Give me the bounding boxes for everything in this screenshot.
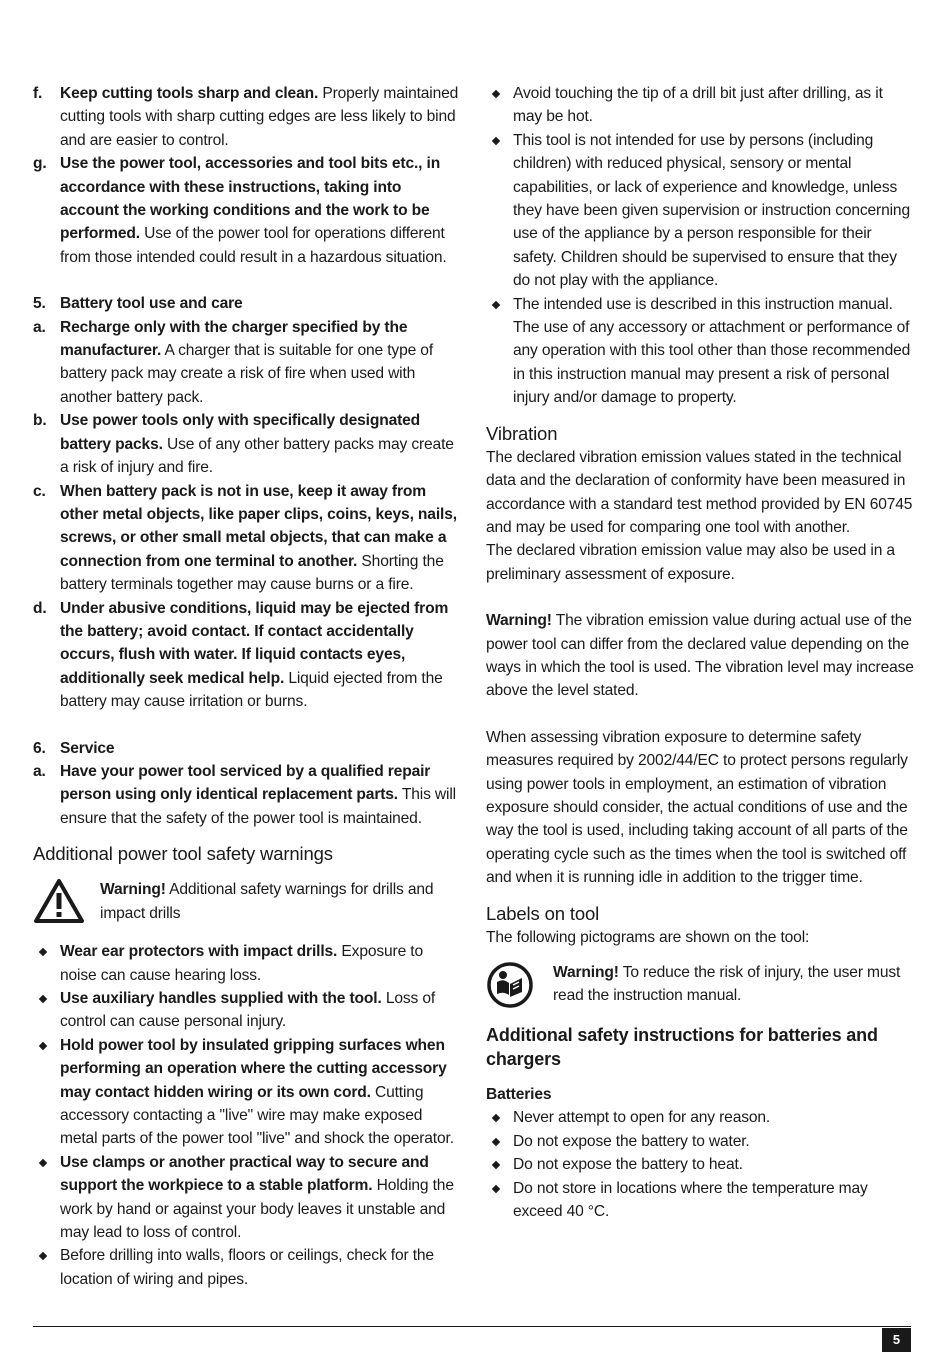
vibration-paragraph-3: When assessing vibration exposure to determine safety measures required by 2002/44/EC to protect persons regularly using power tools in employment, an estimation of vibration exposure should consider, the actual conditions of use and the way the tool is used, including taking account of all parts of the operating cycle such as the times when the tool is switched off and when it is running idle in addition to the trigger time. xyxy=(486,728,908,887)
bullet-diamond-icon xyxy=(492,1138,500,1146)
bullet-text: Cutting accessory contacting a "live" wire may make exposed metal parts of the power tool "live" and shock the operator. xyxy=(60,1083,454,1148)
list-item xyxy=(33,1244,463,1291)
bullet-diamond-icon xyxy=(492,1114,500,1122)
bullet-text: Avoid touching the tip of a drill bit just after drilling, as it may be hot. xyxy=(513,85,883,126)
list-item xyxy=(33,1034,463,1151)
bullet-bold-text: Hold power tool by insulated gripping surfaces when performing an operation where the cutting accessory may contact hidden wiring or its own cord. xyxy=(60,1036,447,1101)
section-heading-6 xyxy=(33,737,463,760)
warning-text: Additional safety warnings for drills and impact drills xyxy=(100,881,434,922)
item-marker: a. xyxy=(33,762,46,780)
item-marker: b. xyxy=(33,412,47,430)
bullet-text: Loss of control can cause personal injury. xyxy=(60,990,436,1031)
bullet-bold-text: Use auxiliary handles supplied with the tool. xyxy=(60,990,382,1007)
spacer xyxy=(486,949,914,961)
vibration-heading: Vibration xyxy=(486,422,558,444)
item-marker: g. xyxy=(33,155,47,173)
list-item xyxy=(486,1153,914,1176)
spacer xyxy=(33,269,463,292)
item-bold-text: When battery pack is not in use, keep it away from other metal objects, like paper clips, coins, keys, nails, screws, or other small metal objects, that can make a connection from one terminal to another. xyxy=(60,482,457,570)
item-bold-text: Use power tools only with specifically designated battery packs. xyxy=(60,412,421,453)
list-item xyxy=(33,1151,463,1245)
spacer xyxy=(486,1071,914,1083)
list-item-5a xyxy=(33,316,463,410)
bullet-bold-text: Wear ear protectors with impact drills. xyxy=(60,943,338,961)
footer-divider xyxy=(33,1326,911,1327)
item-bold-text: Recharge only with the charger specified by the manufacturer. xyxy=(60,318,408,360)
spacer xyxy=(33,928,463,940)
bullet-diamond-icon xyxy=(492,1184,500,1192)
list-item xyxy=(486,293,914,410)
item-marker: c. xyxy=(33,482,46,500)
list-item xyxy=(486,129,914,293)
item-bold-text: Have your power tool serviced by a qualified repair person using only identical replacement parts. xyxy=(60,762,431,804)
bullet-text: Holding the work by hand or against your body leaves it unstable and may lead to loss of control. xyxy=(60,1177,454,1242)
labels-heading: Labels on tool xyxy=(486,902,600,924)
item-marker: d. xyxy=(33,599,47,617)
item-bold-text: Keep cutting tools sharp and clean. xyxy=(60,85,319,102)
item-marker: a. xyxy=(33,318,46,336)
bullet-text: Do not expose the battery to water. xyxy=(513,1132,750,1150)
list-item xyxy=(486,1130,914,1153)
section-number: 6. xyxy=(33,739,46,757)
bullet-text: Before drilling into walls, floors or ceilings, check for the location of wiring and pipes. xyxy=(60,1247,434,1288)
bullet-diamond-icon xyxy=(39,1252,47,1260)
bullet-text: This tool is not intended for use by persons (including children) with reduced physical, sensory or mental capabilities, or lack of experience and knowledge, unless they have been given supervision or instruction concerning use of the appliance by a person responsible for their safety. Children should be supervised to ensure that they do not play with the appliance. xyxy=(513,131,910,290)
bullet-diamond-icon xyxy=(492,90,500,98)
bullet-diamond-icon xyxy=(39,1159,47,1167)
list-item xyxy=(33,940,463,987)
spacer xyxy=(33,714,463,737)
list-item-f xyxy=(33,82,463,152)
list-item xyxy=(33,987,463,1034)
list-item xyxy=(486,1177,914,1224)
bullet-text: Do not expose the battery to heat. xyxy=(513,1156,743,1174)
vibration-paragraph-1: The declared vibration emission values stated in the technical data and the declaration of conformity have been measured in accordance with a standard test method provided by EN 60745 and may be used for comparing one tool with another. xyxy=(486,448,913,536)
item-text: Shorting the battery terminals together may cause burns or a fire. xyxy=(60,552,444,594)
bullet-diamond-icon xyxy=(39,1042,47,1050)
list-item xyxy=(486,82,914,129)
warning-text: The vibration emission value during actual use of the power tool can differ from the declared value depending on the ways in which the tool is used. The vibration level may increase above the level stated. xyxy=(486,612,914,700)
additional-warnings-heading: Additional power tool safety warnings xyxy=(33,843,333,865)
bullet-text: Never attempt to open for any reason. xyxy=(513,1109,771,1127)
section-title: Service xyxy=(60,739,115,757)
vibration-warning xyxy=(486,609,914,703)
section-title: Battery tool use and care xyxy=(60,295,243,313)
manual-warning-box xyxy=(486,961,914,1011)
warning-triangle-icon xyxy=(33,878,85,931)
spacer xyxy=(486,410,914,422)
bullet-diamond-icon xyxy=(492,300,500,308)
bullet-diamond-icon xyxy=(492,1161,500,1169)
spacer xyxy=(486,703,914,726)
item-text: Use of the power tool for operations different from those intended could result in a hazardous situation. xyxy=(60,225,447,266)
spacer xyxy=(486,586,914,609)
item-text: A charger that is suitable for one type of battery pack may create a risk of fire when used with another battery pack. xyxy=(60,342,433,406)
list-item-g xyxy=(33,152,463,269)
section-number: 5. xyxy=(33,295,46,313)
item-marker: f. xyxy=(33,85,43,102)
list-item-5d xyxy=(33,597,463,714)
warning-label: Warning! xyxy=(486,612,552,630)
bullet-diamond-icon xyxy=(39,948,47,956)
drill-warning-box xyxy=(33,878,463,928)
right-column xyxy=(486,82,914,1223)
spacer xyxy=(486,1011,914,1023)
list-item-5b xyxy=(33,409,463,479)
bullet-text: Exposure to noise can cause hearing loss. xyxy=(60,943,423,984)
labels-intro: The following pictograms are shown on the tool: xyxy=(486,928,810,946)
bullet-diamond-icon xyxy=(39,995,47,1003)
batteries-chargers-heading: Additional safety instructions for batteries and chargers xyxy=(486,1025,878,1069)
bullet-text: Do not store in locations where the temperature may exceed 40 °C. xyxy=(513,1179,868,1221)
list-item xyxy=(486,1106,914,1129)
list-item-6a xyxy=(33,760,463,830)
section-heading-5 xyxy=(33,292,463,315)
left-column xyxy=(33,82,463,1291)
item-text: Properly maintained cutting tools with sharp cutting edges are less likely to bind and are easier to control. xyxy=(60,85,459,149)
bullet-bold-text: Use clamps or another practical way to secure and support the workpiece to a stable platform. xyxy=(60,1153,429,1195)
spacer xyxy=(486,890,914,902)
batteries-subheading: Batteries xyxy=(486,1086,552,1103)
item-text: Use of any other battery packs may create a risk of injury and fire. xyxy=(60,435,454,477)
vibration-paragraph-2: The declared vibration emission value may also be used in a preliminary assessment of exposure. xyxy=(486,542,895,583)
page-number: 5 xyxy=(882,1328,911,1352)
spacer xyxy=(33,830,463,842)
warning-label: Warning! xyxy=(100,881,166,899)
warning-text: To reduce the risk of injury, the user must read the instruction manual. xyxy=(553,964,901,1005)
bullet-diamond-icon xyxy=(492,137,500,145)
bullet-text: The intended use is described in this instruction manual. The use of any accessory or attachment or performance of any operation with this tool other than those recommended in this instruction manual may present a risk of personal injury and/or damage to property. xyxy=(513,295,911,407)
item-bold-text: Use the power tool, accessories and tool bits etc., in accordance with these instructions, taking into account the working conditions and the work to be performed. xyxy=(60,155,441,243)
read-manual-icon xyxy=(486,961,534,1016)
item-text: Liquid ejected from the battery may cause irritation or burns. xyxy=(60,669,443,711)
item-bold-text: Under abusive conditions, liquid may be ejected from the battery; avoid contact. If contact accidentally occurs, flush with water. If liquid contacts eyes, additionally seek medical help. xyxy=(60,599,449,687)
warning-label: Warning! xyxy=(553,964,619,981)
item-text: This will ensure that the safety of the power tool is maintained. xyxy=(60,786,456,827)
spacer xyxy=(33,866,463,878)
list-item-5c xyxy=(33,480,463,597)
